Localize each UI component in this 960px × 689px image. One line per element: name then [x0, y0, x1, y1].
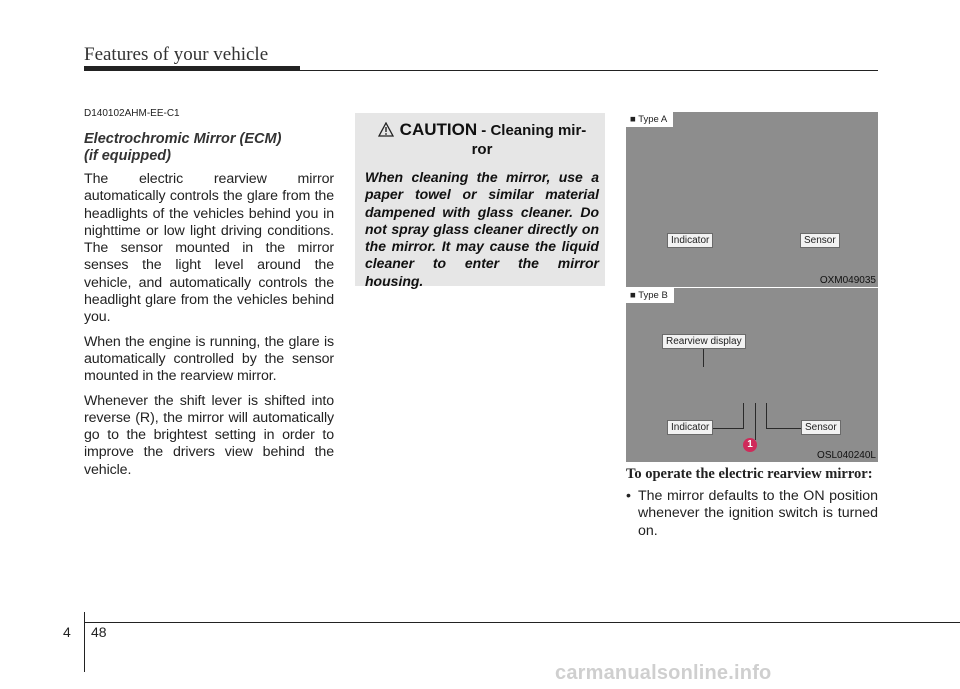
caution-label: CAUTION — [399, 120, 478, 139]
watermark: carmanualsonline.info — [555, 662, 772, 684]
caution-subtitle-cont: ror — [471, 141, 493, 158]
page-header-title: Features of your vehicle — [84, 44, 269, 65]
indicator-label: Indicator — [667, 233, 713, 248]
indicator-label: Indicator — [667, 420, 713, 435]
display-leader-line — [703, 349, 704, 367]
paragraph: The electric rearview mirror automatically controls the glare from the headlights of the vehicles behind you in nighttime or low light driving conditions. The sensor mounted in the mirror senses the light level around the vehicle, and automatically controls the headlight glare from the vehicles behind you. — [84, 171, 334, 326]
caution-heading — [365, 121, 599, 158]
left-column — [84, 108, 334, 486]
indicator-leader-line — [712, 428, 744, 429]
rearview-display-label: Rearview display — [662, 334, 746, 349]
caution-box — [355, 113, 605, 289]
section-title-line2: (if equipped) — [84, 148, 171, 164]
operation-title: To operate the electric rearview mirror: — [626, 466, 873, 482]
mirror-figure-type-a — [626, 112, 878, 287]
sensor-leader-line — [766, 403, 767, 428]
badge-leader-line — [755, 403, 756, 440]
figure-code: OSL040240L — [817, 450, 876, 461]
caution-subtitle: - Cleaning mir- — [481, 122, 587, 139]
figure-code: OXM049035 — [819, 275, 876, 286]
chapter-number: 4 — [63, 624, 71, 640]
right-column-text — [626, 466, 878, 540]
mirror-figure-type-b — [626, 287, 878, 462]
sensor-label: Sensor — [801, 420, 841, 435]
bullet-text: The mirror defaults to the ON position whenever the ignition switch is turned on. — [638, 488, 878, 539]
paragraph: When the engine is running, the glare is automatically controlled by the sensor mounted in the rearview mirror. — [84, 333, 334, 385]
list-item — [626, 488, 878, 540]
page-number: 48 — [91, 624, 107, 640]
sensor-leader-line — [766, 428, 801, 429]
type-a-label: ■ Type A — [626, 112, 673, 127]
footer-rule — [84, 622, 960, 623]
sensor-label: Sensor — [800, 233, 840, 248]
warning-triangle-icon — [378, 122, 394, 141]
bullet-icon: • — [626, 488, 631, 504]
paragraph: Whenever the shift lever is shifted into reverse (R), the mirror will automatically go to the brightest setting in order to improve the drivers view behind the vehicle. — [84, 392, 334, 478]
caution-body: When cleaning the mirror, use a paper towel or similar material dampened with glass cleaner. Do not spray glass cleaner directly on the mirror. It may cause the liquid cleaner to enter the mirror housing. — [365, 169, 599, 289]
header-bar — [84, 66, 300, 71]
indicator-leader-line — [743, 403, 744, 428]
type-b-label: ■ Type B — [626, 288, 674, 303]
header-rule — [300, 70, 878, 71]
section-code: D140102AHM-EE-C1 — [84, 108, 180, 119]
footer-divider — [84, 612, 85, 672]
callout-number-badge: 1 — [743, 438, 757, 452]
section-title-line1: Electrochromic Mirror (ECM) — [84, 131, 282, 147]
section-title — [84, 131, 334, 165]
